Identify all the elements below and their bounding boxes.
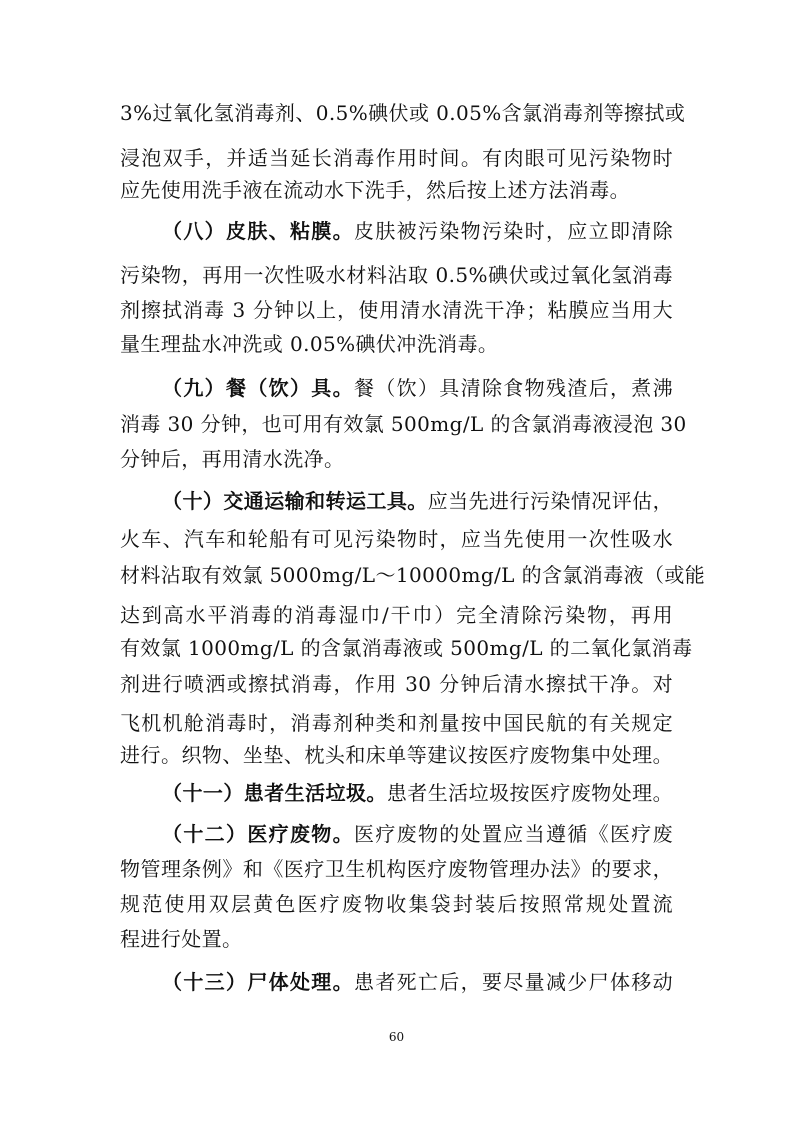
text-line: 程进行处置。 [120,927,243,951]
text-line: 火车、汽车和轮船有可见污染物时，应当先使用一次性吸水 [120,527,673,551]
section-heading: （八）皮肤、粘膜。 [162,219,354,243]
section-heading-line: （十）交通运输和转运工具。应当先进行污染情况评估， [162,489,673,513]
section-heading: （十一）患者生活垃圾。 [162,781,387,805]
section-heading: （十二）医疗废物。 [162,822,354,846]
text-line: 剂擦拭消毒 3 分钟以上，使用清水清洗干净；粘膜应当用大 [120,298,673,322]
text-line: 剂进行喷洒或擦拭消毒，作用 30 分钟后清水擦拭干净。对 [120,672,673,696]
text-line: 物管理条例》和《医疗卫生机构医疗废物管理办法》的要求， [120,857,673,881]
section-heading-line: （十三）尸体处理。患者死亡后，要尽量减少尸体移动 [162,970,674,994]
section-heading-line: （十一）患者生活垃圾。患者生活垃圾按医疗废物处理。 [162,781,673,805]
text-line: 3%过氧化氢消毒剂、0.5%碘伏或 0.05%含氯消毒剂等擦拭或 [120,101,686,125]
page-number: 60 [388,1030,405,1044]
text-line: 达到高水平消毒的消毒湿巾/干巾）完全清除污染物，再用 [120,603,673,627]
section-heading-line: （十二）医疗废物。医疗废物的处置应当遵循《医疗废 [162,822,674,846]
section-heading: （十三）尸体处理。 [162,970,354,994]
text-line: 材料沾取有效氯 5000mg/L～10000mg/L 的含氯消毒液（或能 [120,563,706,587]
section-heading: （十）交通运输和转运工具。 [162,489,428,513]
text-line: 飞机机舱消毒时，消毒剂种类和剂量按中国民航的有关规定 [120,711,673,735]
text-line: 污染物，再用一次性吸水材料沾取 0.5%碘伏或过氧化氢消毒 [120,263,673,287]
text-line: 量生理盐水冲洗或 0.05%碘伏冲洗消毒。 [120,332,499,356]
section-heading-line: （九）餐（饮）具。餐（饮）具清除食物残渣后，煮沸 [162,376,674,400]
text-line: 应先使用洗手液在流动水下洗手，然后按上述方法消毒。 [120,178,630,202]
section-heading-line: （八）皮肤、粘膜。皮肤被污染物污染时，应立即清除 [162,219,674,243]
text-line: 规范使用双层黄色医疗废物收集袋封装后按照常规处置流 [120,892,673,916]
text-line: 进行。织物、坐垫、枕头和床单等建议按医疗废物集中处理。 [120,743,673,767]
section-heading: （九）餐（饮）具。 [162,376,354,400]
text-line: 分钟后，再用清水洗净。 [120,447,345,471]
text-line: 浸泡双手，并适当延长消毒作用时间。有肉眼可见污染物时 [120,146,673,170]
text-line: 有效氯 1000mg/L 的含氯消毒液或 500mg/L 的二氧化氯消毒 [120,636,693,660]
text-line: 消毒 30 分钟，也可用有效氯 500mg/L 的含氯消毒液浸泡 30 [120,412,687,436]
